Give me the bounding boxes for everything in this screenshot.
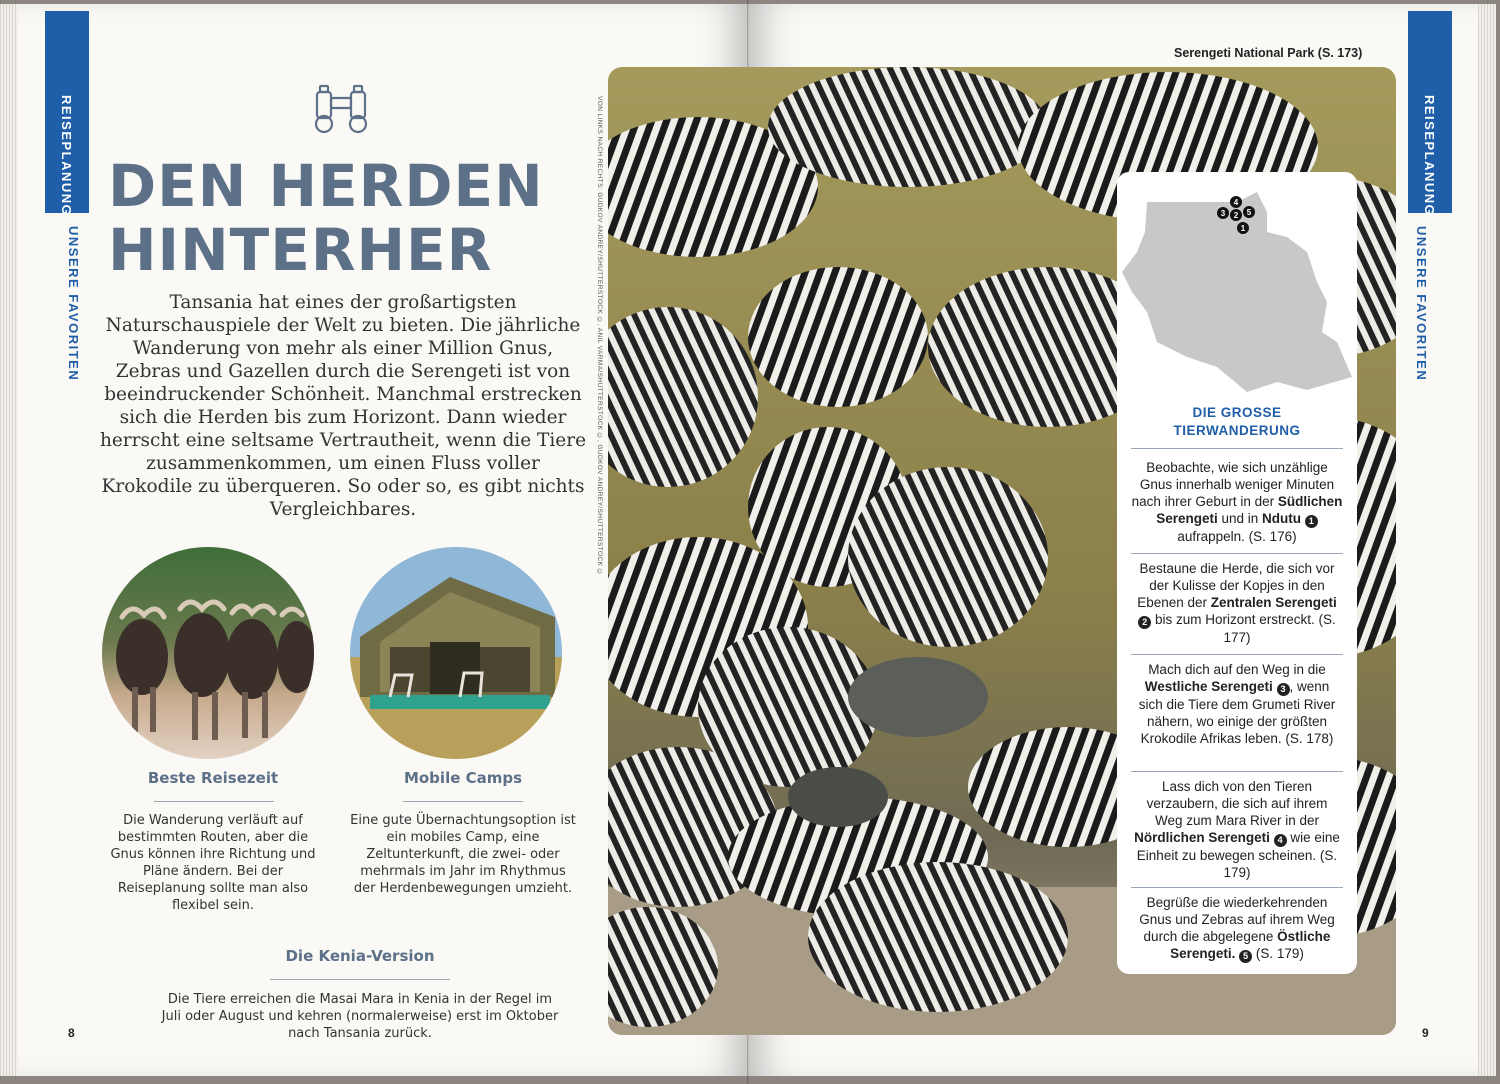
card-heading-line-2: TIERWANDERUNG xyxy=(1173,423,1301,438)
card-divider xyxy=(1131,654,1343,655)
mobile-camps-heading: Mobile Camps xyxy=(403,769,523,787)
map-marker-3: 3 xyxy=(1220,209,1226,218)
card-divider xyxy=(1131,448,1343,449)
divider xyxy=(270,979,450,980)
card-divider xyxy=(1131,887,1343,888)
kenia-heading: Die Kenia-Version xyxy=(285,947,435,965)
chapter-tab-label: REISEPLANUNG xyxy=(1422,95,1437,217)
map-marker-4: 4 xyxy=(1233,198,1239,207)
wildebeest-photo xyxy=(102,547,314,759)
title-line-1: DEN HERDEN xyxy=(108,152,544,220)
migration-entry-3: Mach dich auf den Weg in die Westliche Serengeti 3 , wenn sich die Tiere dem Grumeti River nähern, wo einige der größten Krokodile Afrikas leben. (S. 178) xyxy=(1138,662,1336,746)
page-edges-left xyxy=(0,4,18,1076)
map-marker-2: 2 xyxy=(1233,211,1239,220)
tent-camp-photo xyxy=(350,547,562,759)
map-marker-5: 5 xyxy=(1246,208,1252,217)
divider xyxy=(403,801,523,802)
page-edges-right xyxy=(1478,4,1496,1076)
migration-info-card xyxy=(1117,172,1357,974)
section-label: UNSERE FAVORITEN xyxy=(1414,226,1429,382)
kenia-text: Die Tiere erreichen die Masai Mara in Kenia in der Regel im Juli oder August und kehren (normalerweise) erst im Oktober nach Tansania zurück. xyxy=(161,992,559,1041)
card-heading xyxy=(1117,404,1357,440)
best-time-text: Die Wanderung verläuft auf bestimmten Routen, aber die Gnus können ihre Richtung und Pläne ändern. Bei der Reiseplanung sollte man also flexibel sein. xyxy=(110,813,316,913)
migration-entry-2: Bestaune die Herde, die sich vor der Kulisse der Kopjes in den Ebenen der Zentralen Serengeti 2 bis zum Horizont erstreckt. (S. 177) xyxy=(1137,561,1337,645)
tanzania-map xyxy=(1117,192,1357,392)
section-label: UNSERE FAVORITEN xyxy=(66,226,81,382)
chapter-tab-right xyxy=(1408,11,1452,217)
page-title xyxy=(108,154,608,282)
card-heading-line-1: DIE GROSSE xyxy=(1192,405,1282,420)
mobile-camps-text: Eine gute Übernachtungsoption ist ein mobiles Camp, eine Zeltunterkunft, die zwei- oder mehrmals im Jahr im Rhythmus der Herdenbewegungen umzieht. xyxy=(350,813,576,896)
card-divider xyxy=(1131,553,1343,554)
page-number-right: 9 xyxy=(1422,1026,1429,1040)
map-marker-1: 1 xyxy=(1240,224,1246,233)
migration-entry-4: Lass dich von den Tieren verzaubern, die sich auf ihrem Weg zum Mara River in der Nördlichen Serengeti 4 wie eine Einheit zu bewegen scheinen. (S. 179) xyxy=(1134,779,1340,880)
migration-entry-5: Begrüße die wiederkehrenden Gnus und Zebras auf ihrem Weg durch die abgelegene Östliche Serengeti. 5 (S. 179) xyxy=(1139,895,1335,961)
photo-credit: VON LINKS NACH RECHTS: GUDKOV ANDREY/SHUTTERSTOCK ©, ANIL VARMA/SHUTTERSTOCK ©, GUDKOV ANDREY/SHUTTERSTOCK © xyxy=(596,96,603,576)
page-number-left: 8 xyxy=(68,1026,75,1040)
card-divider xyxy=(1131,771,1343,772)
intro-paragraph: Tansania hat eines der großartigsten Naturschauspiele der Welt zu bieten. Die jährliche Wanderung von mehr als einer Million Gnus, Zebras und Gazellen durch die Serengeti ist von beeindruckender Schönheit. Manchmal erstrecken sich die Herden bis zum Horizont. Dann wieder herrscht eine seltsame Vertrautheit, wenn die Tiere zusammenkommen, um einen Fluss voller Krokodile zu überqueren. So oder so, es gibt nichts Vergleichbares. xyxy=(99,292,587,520)
chapter-tab-left xyxy=(45,11,89,217)
divider xyxy=(154,801,274,802)
title-line-2: HINTERHER xyxy=(108,216,493,284)
migration-entry-1: Beobachte, wie sich unzählige Gnus innerhalb weniger Minuten nach ihrer Geburt in der Südlichen Serengeti und in Ndutu 1 aufrappeln. (S. 176) xyxy=(1131,460,1343,544)
running-header: Serengeti National Park (S. 173) xyxy=(1174,46,1363,60)
binoculars-icon xyxy=(313,84,369,134)
chapter-tab-label: REISEPLANUNG xyxy=(59,95,74,217)
best-time-heading: Beste Reisezeit xyxy=(147,769,279,787)
